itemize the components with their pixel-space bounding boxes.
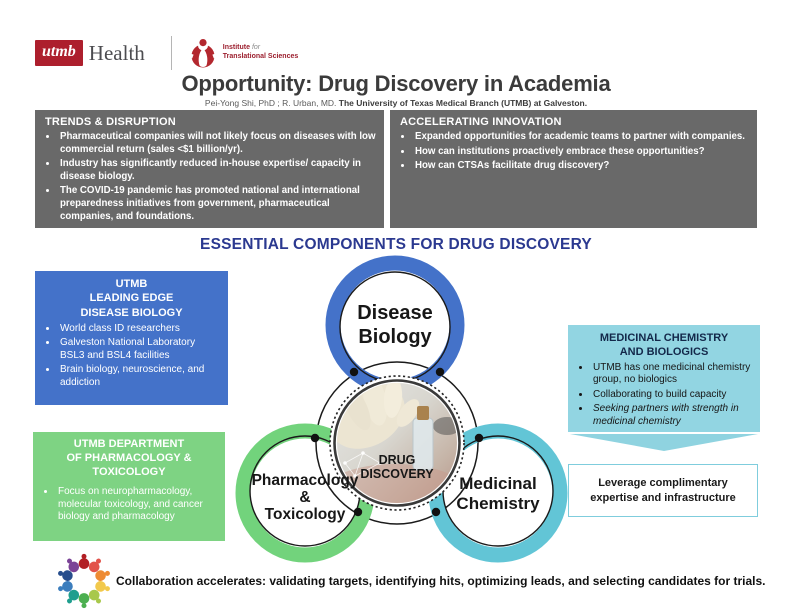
bullet-item: • Expanded opportunities for academic teams to partner with companies. [413, 131, 749, 144]
trends-bullet-list [43, 131, 376, 223]
disease-biology-label-line2: Biology [358, 326, 432, 348]
disease-biology-box-title [43, 277, 220, 320]
byline-authors: Pei-Yong Shi, PhD ; R. Urban, MD. [204, 98, 339, 108]
bullet-item: • Collaborating to build capacity [591, 389, 752, 402]
title-line: UTMB DEPARTMENT [73, 438, 185, 450]
footer-collaboration-text: Collaboration accelerates: validating targets, identifying hits, optimizing leads, and selecting candidates for trials. [116, 574, 766, 588]
its-line1: Institute [222, 44, 251, 52]
bullet-item: • Galveston National Laboratory BSL3 and BSL4 facilities [58, 337, 220, 362]
title-line: OF PHARMACOLOGY & [66, 451, 192, 464]
medchem-label-line1: Medicinal [459, 474, 537, 493]
drug-discovery-venn-diagram [225, 248, 570, 570]
disease-biology-bullet-list [43, 323, 220, 390]
its-line1-for: for [250, 44, 261, 52]
bullet-item: • Pharmaceutical companies will not likely focus on diseases with low commercial return (sales <$1 billion/yr). [58, 131, 376, 156]
down-arrow [570, 434, 758, 451]
page-title: Opportunity: Drug Discovery in Academia [181, 71, 611, 96]
medchem-box-title [576, 331, 752, 360]
accelerating-innovation-box [390, 110, 757, 228]
title-line: UTMB [115, 278, 148, 290]
disease-biology-label-line1: Disease [357, 302, 433, 324]
pharmtox-label-line2: & [299, 489, 311, 506]
bullet-item: • How can CTSAs facilitate drug discovery? [413, 160, 749, 173]
title-line: AND BIOLOGICS [619, 346, 709, 359]
header-logos [35, 34, 298, 72]
section-heading: ESSENTIAL COMPONENTS FOR DRUG DISCOVERY [200, 236, 592, 253]
bullet-item: • Brain biology, neuroscience, and addiction [58, 364, 220, 389]
center-label-line1: DRUG [378, 453, 416, 467]
bullet-item: • How can institutions proactively embrace these opportunities? [413, 146, 749, 159]
byline [0, 98, 792, 108]
byline-affiliation: The University of Texas Medical Branch (UTMB) at Galveston. [338, 98, 588, 108]
leverage-box: Leverage complimentary expertise and infrastructure [568, 464, 758, 517]
logo-divider [171, 36, 172, 70]
bullet-item: • World class ID researchers [58, 323, 220, 336]
medicinal-chemistry-box [568, 325, 760, 432]
innovation-heading: ACCELERATING INNOVATION [400, 116, 562, 128]
title-line: MEDICINAL CHEMISTRY [599, 332, 729, 344]
medchem-label-line2: Chemistry [456, 494, 540, 513]
title-line: LEADING EDGE [89, 292, 174, 305]
innovation-bullet-list [398, 131, 749, 173]
title-line: TOXICOLOGY [92, 465, 166, 478]
bullet-item: • Seeking partners with strength in medicinal chemistry [591, 403, 752, 428]
bullet-item: • The COVID-19 pandemic has promoted national and international preparedness initiatives from government, pharmaceutical companies, and foundations. [58, 185, 376, 223]
pharmtox-box-title [41, 438, 217, 479]
utmb-logo: utmb [35, 40, 83, 66]
its-line2: Translational Sciences [222, 53, 299, 60]
its-person-ring-icon [188, 35, 218, 71]
collaboration-people-ring-icon [55, 552, 113, 610]
title-line: DISEASE BIOLOGY [80, 306, 183, 319]
pharmacology-toxicology-box [33, 432, 225, 541]
trends-disruption-box [35, 110, 384, 228]
center-label-line2: DISCOVERY [360, 467, 434, 481]
trends-heading: TRENDS & DISRUPTION [45, 116, 176, 128]
bullet-item: • Focus on neuropharmacology, molecular toxicology, and cancer biology and pharmacology [56, 486, 217, 524]
bullet-item: • UTMB has one medicinal chemistry group, no biologics [591, 362, 752, 387]
bullet-item: • Industry has significantly reduced in-house expertise/ capacity in disease biology. [58, 158, 376, 183]
pharmtox-label-line3: Toxicology [264, 506, 346, 523]
pharmtox-label-line1: Pharmacology [251, 472, 359, 489]
utmb-health-label: Health [88, 40, 145, 65]
medchem-bullet-list [576, 362, 752, 429]
disease-biology-box [35, 271, 228, 405]
its-logo-text [223, 44, 298, 62]
pharmtox-bullet-list [41, 486, 217, 524]
